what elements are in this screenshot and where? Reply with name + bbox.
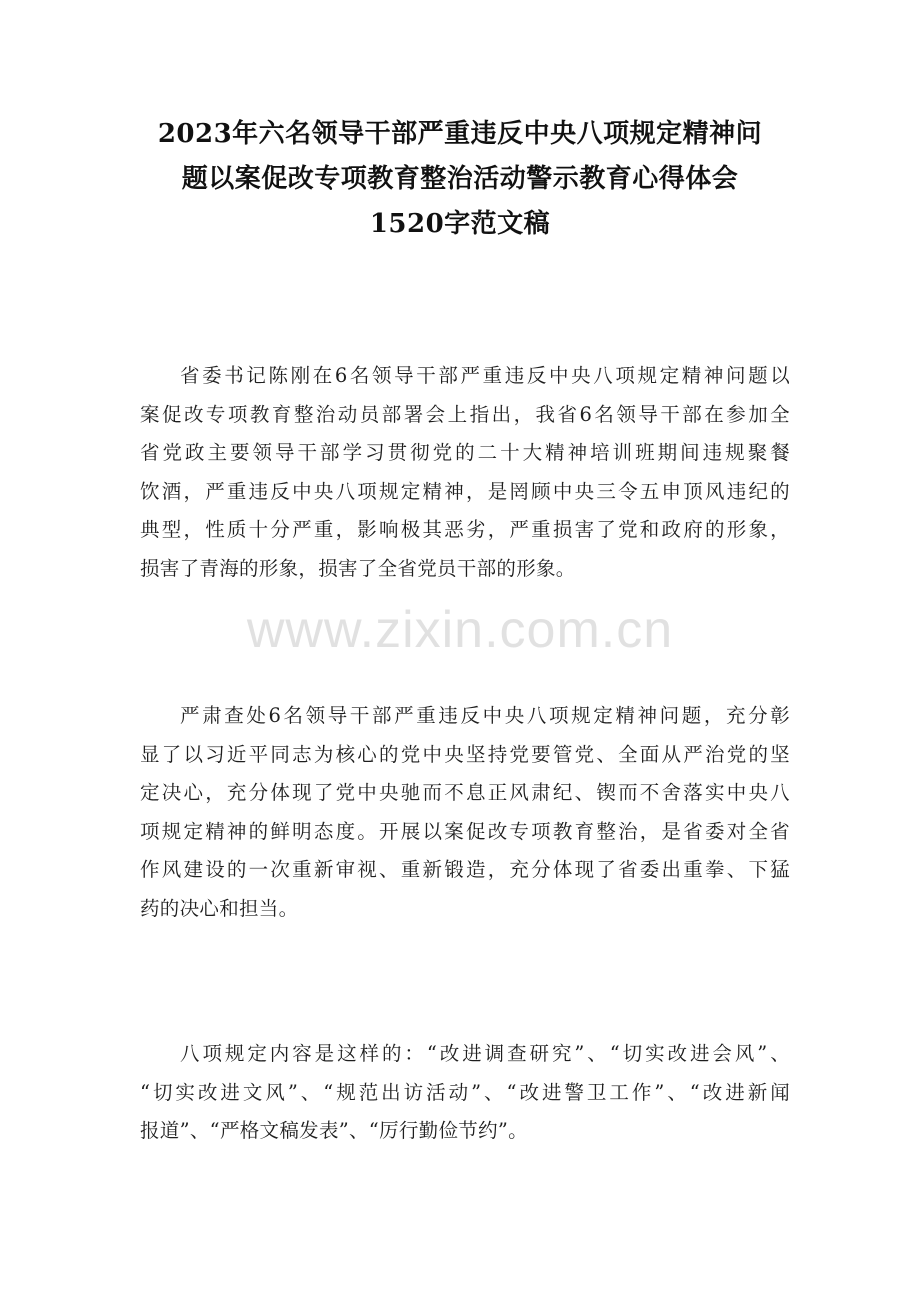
paragraph-line: 报道”、“严格文稿发表”、“厉行勤俭节约”。 (140, 1119, 528, 1142)
paragraph-line: 显了以习近平同志为核心的党中央坚持党要管党、全面从严治党的坚 (140, 742, 790, 766)
paragraph-line: 严肃查处6名领导干部严重违反中央八项规定精神问题，充分彰 (180, 704, 790, 727)
paragraph-line: 项规定精神的鲜明态度。开展以案促改专项教育整治，是省委对全省 (140, 819, 790, 843)
paragraph-line: 药的决心和担当。 (140, 896, 299, 920)
title-line: 题以案促改专项教育整治活动警示教育心得体会 (181, 164, 739, 194)
title-line: 2023年六名领导干部严重违反中央八项规定精神问 (157, 119, 763, 149)
paragraph-line: 作风建设的一次重新审视、重新锻造，充分体现了省委出重拳、下猛 (140, 858, 790, 881)
paragraph-line: “切实改进文风”、“规范出访活动”、“改进警卫工作”、“改进新闻 (140, 1080, 790, 1104)
paragraph-line: 省党政主要领导干部学习贯彻党的二十大精神培训班期间违规聚餐 (140, 441, 790, 464)
paragraph-line: 典型，性质十分严重，影响极其恶劣，严重损害了党和政府的形象， (140, 518, 790, 541)
paragraph-line: 省委书记陈刚在6名领导干部严重违反中央八项规定精神问题以 (180, 364, 790, 387)
watermark: www.zixin.com.cn (246, 601, 674, 659)
paragraph-3 (140, 1035, 790, 1151)
paragraph-line: 饮酒，严重违反中央八项规定精神，是罔顾中央三令五申顶风违纪的 (140, 479, 790, 503)
paragraph-line: 八项规定内容是这样的：“改进调查研究”、“切实改进会风”、 (180, 1042, 790, 1065)
paragraph-line: 定决心，充分体现了党中央驰而不息正风肃纪、锲而不舍落实中央八 (140, 781, 790, 804)
paragraph-line: 案促改专项教育整治动员部署会上指出，我省6名领导干部在参加全 (140, 402, 790, 426)
document-title (110, 112, 810, 247)
paragraph-line: 损害了青海的形象，损害了全省党员干部的形象。 (140, 556, 576, 580)
title-line: 1520字范文稿 (369, 209, 551, 239)
paragraph-1 (140, 357, 790, 588)
paragraph-2 (140, 697, 790, 928)
